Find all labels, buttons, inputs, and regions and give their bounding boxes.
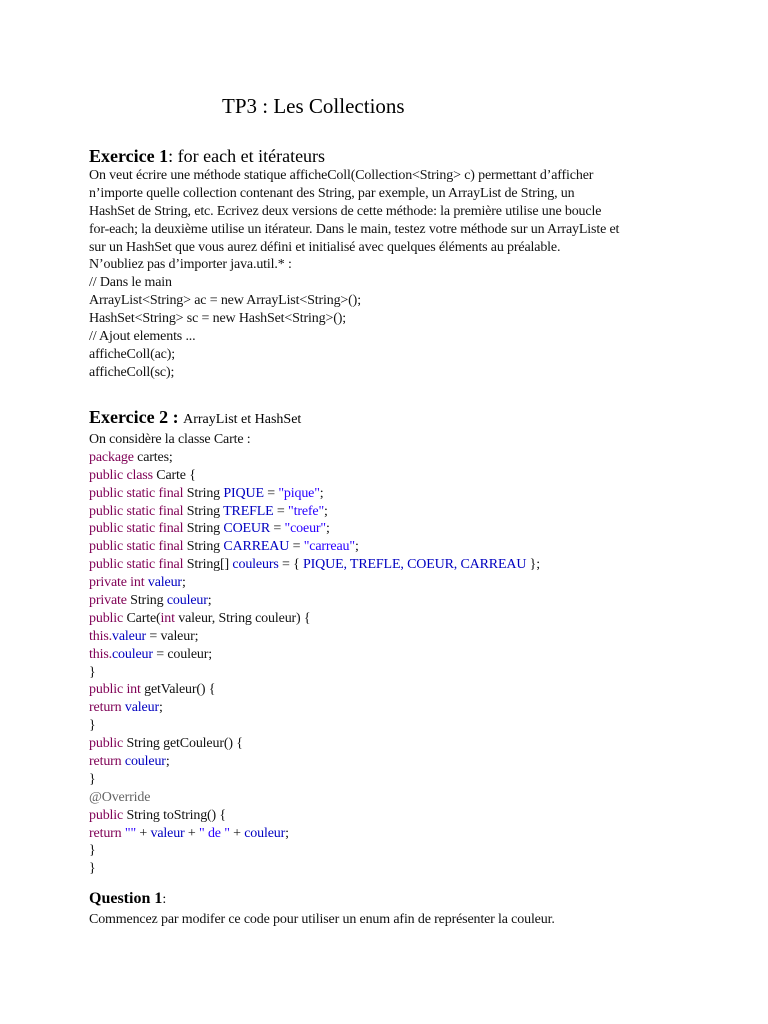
code-line-valeur-field: private int valeur; [89,575,186,591]
code-line-assign-couleur: this.couleur = couleur; [89,646,213,662]
code-line: // Ajout elements ... [89,329,196,345]
code-line-return-valeur: return valeur; [89,700,163,716]
code-line-carreau: public static final String CARREAU = "carreau"; [89,539,359,555]
code-line-couleurs: public static final String[] couleurs = { PIQUE, TREFLE, COEUR, CARREAU }; [89,557,540,573]
code-line-couleur-field: private String couleur; [89,593,212,609]
document-title: TP3 : Les Collections [222,94,405,118]
question-1-label: Question 1 [89,890,163,907]
exercice-2-subtitle: ArrayList et HashSet [183,412,302,427]
code-line-pique: public static final String PIQUE = "pique"; [89,485,324,501]
code-line-brace: } [89,664,96,680]
code-line: afficheColl(sc); [89,364,175,380]
code-line-package: package cartes; [89,449,173,465]
exercice-2-heading [89,406,689,431]
code-line-getvaleur: public int getValeur() { [89,682,216,698]
code-line-class: public class Carte { [89,467,196,483]
code-line-override: @Override [89,789,151,805]
code-line-brace: } [89,843,96,859]
exercice-1-section [89,145,689,382]
exercice-2-label: Exercice 2 : [89,407,179,427]
code-line-brace: } [89,718,96,734]
code-line-tostring: public String toString() { [89,807,226,823]
code-line-brace: } [89,861,96,877]
intro-line: On considère la classe Carte : [89,432,251,447]
paragraph-line: N’oubliez pas d’importer java.util.* : [89,257,292,273]
paragraph-line: n’importe quelle collection contenant des String, par exemple, un ArrayList de String, un [89,185,575,201]
paragraph-line: On veut écrire une méthode statique afficheColl(Collection<String> c) permettant d’afficher [89,168,594,183]
code-line-trefle: public static final String TREFLE = "trefe"; [89,503,328,519]
code-line-brace: } [89,771,96,787]
question-1-text: Commencez par modifer ce code pour utiliser un enum afin de représenter la couleur. [89,912,555,927]
code-line-assign-valeur: this.valeur = valeur; [89,628,199,644]
code-line: ArrayList<String> ac = new ArrayList<String>(); [89,293,361,309]
question-1-heading: Question 1: [89,890,167,907]
code-line-constructor: public Carte(int valeur, String couleur) { [89,610,311,626]
exercice-1-paragraph [89,167,689,382]
code-line: // Dans le main [89,275,172,291]
paragraph-line: for-each; la deuxième utilise un itérateur. Dans le main, testez votre méthode sur un ArrayListe et [89,221,620,237]
carte-code-block [89,431,689,878]
code-line-coeur: public static final String COEUR = "coeur"; [89,521,330,537]
exercice-1-label: Exercice 1 [89,146,169,166]
question-1-section [89,889,689,929]
code-line: HashSet<String> sc = new HashSet<String>(); [89,311,347,327]
exercice-1-subtitle: : for each et itérateurs [168,146,326,166]
exercice-2-section [89,406,689,878]
code-line: afficheColl(ac); [89,346,175,362]
code-line-return-couleur: return couleur; [89,754,170,770]
exercice-1-heading [89,145,689,167]
paragraph-line: sur un HashSet que vous aurez défini et initialisé avec quelques éléments au préalable. [89,239,561,255]
paragraph-line: HashSet de String, etc. Ecrivez deux versions de cette méthode: la première utilise une boucle [89,203,602,219]
code-line-getcouleur: public String getCouleur() { [89,736,243,752]
code-line-return-tostring: return "" + valeur + " de " + couleur; [89,825,289,841]
